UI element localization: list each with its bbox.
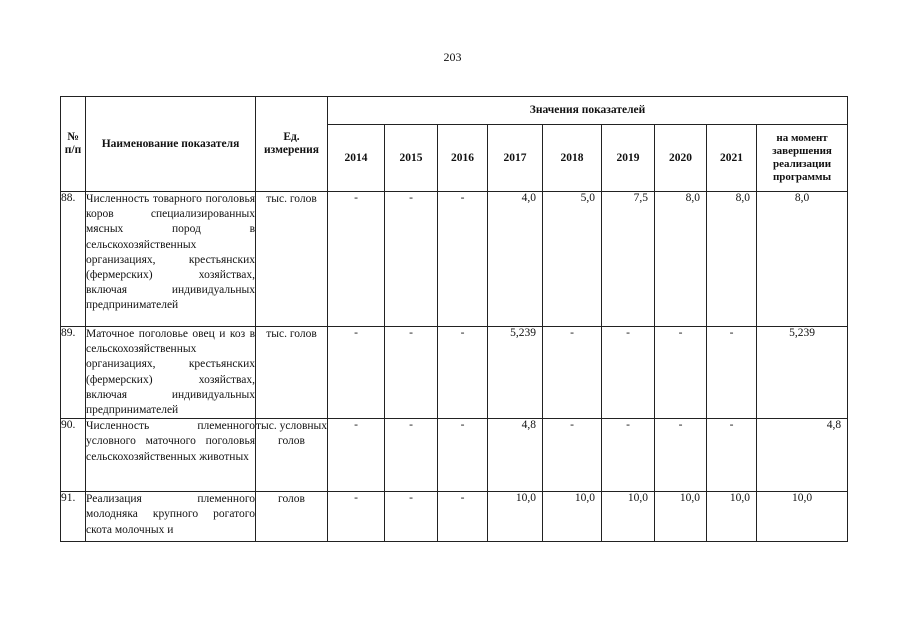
row-number: 88. xyxy=(61,192,86,327)
page-number: 203 xyxy=(443,50,462,64)
header-year: 2020 xyxy=(655,125,707,192)
row-value: - xyxy=(438,419,488,492)
row-number: 90. xyxy=(61,419,86,492)
row-value: 10,0 xyxy=(602,492,655,542)
row-final-value: 5,239 xyxy=(757,327,848,419)
row-value: - xyxy=(707,419,757,492)
row-value: - xyxy=(385,419,438,492)
table-row xyxy=(61,327,848,419)
row-number: 89. xyxy=(61,327,86,419)
row-value: - xyxy=(328,192,385,327)
row-value: - xyxy=(602,419,655,492)
row-value: 5,239 xyxy=(488,327,543,419)
row-value: - xyxy=(602,327,655,419)
table-row xyxy=(61,192,848,327)
row-value: 4,0 xyxy=(488,192,543,327)
row-unit: тыс. голов xyxy=(256,192,328,327)
row-value: 8,0 xyxy=(707,192,757,327)
header-year: 2016 xyxy=(438,125,488,192)
header-values-group: Значения показателей xyxy=(328,97,848,125)
row-final-value: 10,0 xyxy=(757,492,848,542)
header-year: 2014 xyxy=(328,125,385,192)
row-value: 10,0 xyxy=(543,492,602,542)
row-value: 10,0 xyxy=(488,492,543,542)
row-final-value: 4,8 xyxy=(757,419,848,492)
header-name: Наименование показателя xyxy=(86,97,256,192)
row-value: - xyxy=(328,492,385,542)
row-value: - xyxy=(543,327,602,419)
row-value: - xyxy=(655,419,707,492)
indicators-table xyxy=(60,96,848,542)
row-value: - xyxy=(438,192,488,327)
row-final-value: 8,0 xyxy=(757,192,848,327)
header-year: 2021 xyxy=(707,125,757,192)
row-value: - xyxy=(385,492,438,542)
row-value: - xyxy=(438,327,488,419)
table-row xyxy=(61,419,848,492)
header-final: на момент завершения реализации программы xyxy=(757,125,848,192)
row-name: Численность племенного условного маточного поголовья сельскохозяйственных животных xyxy=(86,419,256,492)
row-value: 10,0 xyxy=(655,492,707,542)
row-value: 7,5 xyxy=(602,192,655,327)
header-year: 2015 xyxy=(385,125,438,192)
row-number: 91. xyxy=(61,492,86,542)
row-value: - xyxy=(385,192,438,327)
header-row xyxy=(61,97,848,125)
row-unit: голов xyxy=(256,492,328,542)
row-unit: тыс. голов xyxy=(256,327,328,419)
header-year: 2017 xyxy=(488,125,543,192)
row-value: - xyxy=(707,327,757,419)
row-name: Реализация племенного молодняка крупного рогатого скота молочных и xyxy=(86,492,256,542)
row-value: - xyxy=(543,419,602,492)
row-value: 5,0 xyxy=(543,192,602,327)
table-row xyxy=(61,492,848,542)
header-year: 2019 xyxy=(602,125,655,192)
row-value: 10,0 xyxy=(707,492,757,542)
row-unit: тыс. условных голов xyxy=(256,419,328,492)
row-value: 4,8 xyxy=(488,419,543,492)
header-unit: Ед. измерения xyxy=(256,97,328,192)
row-value: - xyxy=(328,419,385,492)
row-value: - xyxy=(655,327,707,419)
row-value: - xyxy=(438,492,488,542)
header-num: № п/п xyxy=(61,97,86,192)
row-name: Численность товарного поголовья коров специализированных мясных пород в сельскохозяйственных организациях, крестьянских (фермерских) хозяйствах, включая индивидуальных предпринимателей xyxy=(86,192,256,327)
row-name: Маточное поголовье овец и коз в сельскохозяйственных организациях, крестьянских (фермерских) хозяйствах, включая индивидуальных предпринимателей xyxy=(86,327,256,419)
header-year: 2018 xyxy=(543,125,602,192)
row-value: - xyxy=(385,327,438,419)
row-value: 8,0 xyxy=(655,192,707,327)
row-value: - xyxy=(328,327,385,419)
